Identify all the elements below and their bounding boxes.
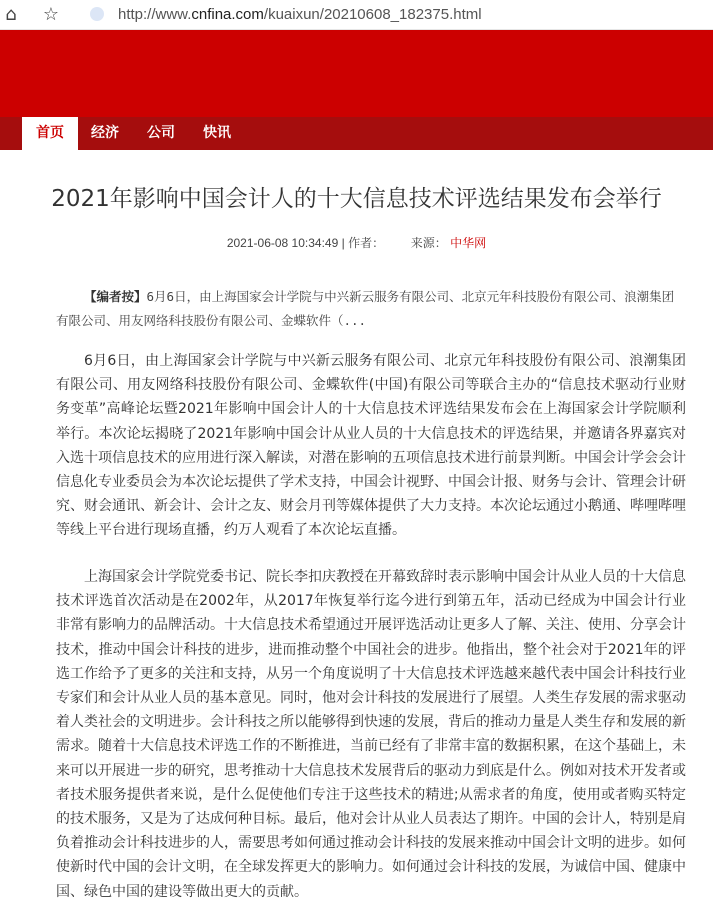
nav-item-company[interactable]: 公司 [147,125,175,141]
main-nav [0,117,713,150]
article-paragraph-1: 6月6日，由上海国家会计学院与中兴新云服务有限公司、北京元年科技股份有限公司、浪潮集团有限公司、用友网络科技股份有限公司、金蝶软件(中国)有限公司等联合主办的“信息技术驱动行业财务变革”高峰论坛暨2021年影响中国会计人的十大信息技术评选结果发布会在上海国家会计学院顺利举行。本次论坛揭晓了2021年影响中国会计从业人员的十大信息技术的评选结果，并邀请各界嘉宾对入选十项信息技术的应用进行深入解读，对潜在影响的五项信息技术进行前景判断。中国会计学会会计信息化专业委员会为本次论坛提供了学术支持，中国会计视野、中国会计报、财务与会计、管理会计研究、财会通讯、新会计、会计之友、财会月刊等媒体提供了大力支持。本次论坛通过小鹅通、哔哩哔哩等线上平台进行现场直播，约万人观看了本次论坛直播。 [56,353,686,539]
editor-note [56,285,686,333]
globe-icon [90,7,104,21]
browser-address-bar [0,0,713,30]
site-banner [0,30,713,117]
home-icon[interactable]: ⌂ [5,4,17,25]
article-title: 2021年影响中国会计人的十大信息技术评选结果发布会举行 [51,186,662,212]
source-label: 来源： [410,236,447,250]
url-domain: cnfina.com [191,6,264,23]
nav-item-economy[interactable]: 经济 [91,125,119,141]
meta-gap [387,236,407,250]
nav-item-home[interactable]: 首页 [22,117,78,150]
article-meta [0,234,713,251]
nav-item-news[interactable]: 快讯 [203,125,231,141]
editor-note-tag: 【编者按】 [84,289,147,304]
editor-note-text: 6月6日，由上海国家会计学院与中兴新云服务有限公司、北京元年科技股份有限公司、浪潮集团有限公司、用友网络科技股份有限公司、金蝶软件（... [56,289,675,328]
article-paragraph-2: 上海国家会计学院党委书记、院长李扣庆教授在开幕致辞时表示影响中国会计从业人员的十大信息技术评选首次活动是在2002年，从2017年恢复举行迄今进行到第五年，活动已经成为中国会计行业非常有影响力的品牌活动。十大信息技术希望通过开展评选活动让更多人了解、关注、使用、分享会计技术，推动中国会计科技的进步，进而推动整个中国社会的进步。他指出，整个社会对于2021年的评选工作给予了更多的关注和支持，从另一个角度说明了十大信息技术评选越来越代表中国会计科技行业专家们和会计从业人员的基本意见。同时，他对会计科技的发展进行了展望。人类生存发展的需求驱动着人类社会的文明进步。会计科技之所以能够得到快速的发展，背后的推动力量是人类生存和发展的新需求。随着十大信息技术评选工作的不断推进，当前已经有了非常丰富的数据积累，在这个基础上，未来可以开展进一步的研究，思考推动十大信息技术发展背后的驱动力到底是什么。例如对技术开发者或者技术服务提供者来说，是什么促使他们专注于这些技术的精进;从需求者的角度，使用或者购买特定的技术服务，又是为了达成何种目标。最后，他对会计从业人员表达了期许。中国的会计人，特别是肩负着推动会计科技进步的人，需要思考如何通过推动会计科技的发展来推动中国会计文明的进步。如何使新时代中国的会计文明，在全球发挥更大的影响力。如何通过会计科技的发展，为诚信中国、健康中国、绿色中国的建设等做出更大的贡献。 [56,569,686,900]
star-icon[interactable]: ☆ [42,4,60,25]
meta-divider: | [341,236,349,250]
article-date: 2021-06-08 10:34:49 [226,236,339,250]
url-path: /kuaixun/20210608_182375.html [263,6,482,23]
author-label: 作者： [348,236,385,250]
article-source[interactable]: 中华网 [450,236,487,250]
url-prefix: http://www. [118,6,192,23]
url-field[interactable] [118,6,482,23]
